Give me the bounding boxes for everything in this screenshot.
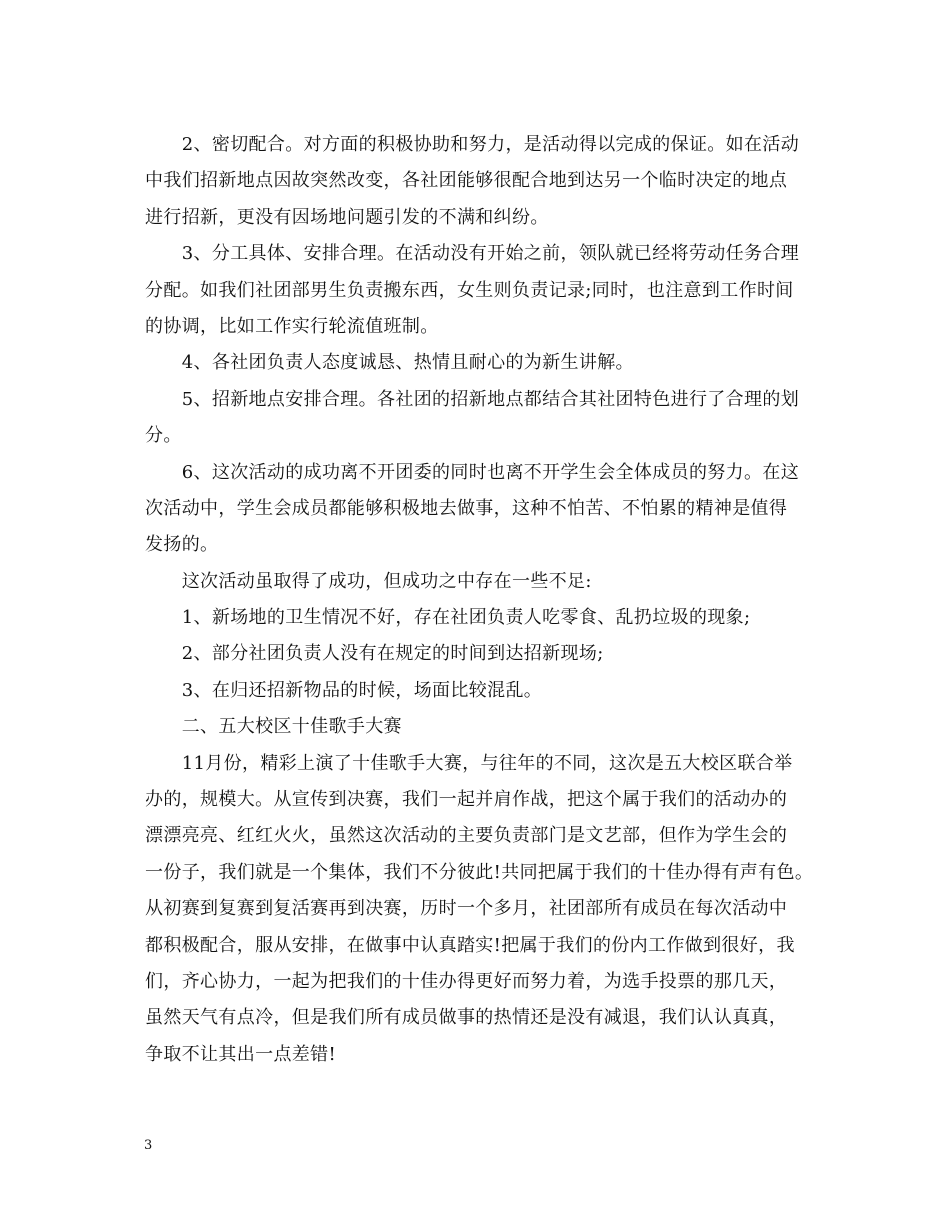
text-line: 的协调，比如工作实行轮流值班制。 — [145, 315, 439, 337]
text-line: 虽然天气有点冷，但是我们所有成员做事的热情还是没有减退，我们认认真真， — [145, 1007, 788, 1029]
text-line: 分。 — [145, 425, 182, 447]
text-line: 从初赛到复赛到复活赛再到决赛，历时一个多月，社团部所有成员在每次活动中 — [145, 898, 788, 920]
text-line: 一份子，我们就是一个集体，我们不分彼此!共同把属于我们的十佳办得有声有色。 — [145, 861, 814, 883]
text-line: 4、各社团负责人态度诚恳、热情且耐心的为新生讲解。 — [145, 352, 634, 374]
text-line: 3、在归还招新物品的时候，场面比较混乱。 — [145, 679, 543, 701]
text-line: 分配。如我们社团部男生负责搬东西，女生则负责记录;同时，也注意到工作时间 — [145, 279, 794, 301]
text-line: 2、部分社团负责人没有在规定的时间到达招新现场; — [145, 643, 604, 665]
text-line: 中我们招新地点因故突然改变，各社团能够很配合地到达另一个临时决定的地点 — [145, 170, 788, 192]
text-line: 6、这次活动的成功离不开团委的同时也离不开学生会全体成员的努力。在这 — [145, 461, 800, 483]
text-line: 发扬的。 — [145, 534, 219, 556]
text-line: 办的，规模大。从宣传到决赛，我们一起并肩作战，把这个属于我们的活动办的 — [145, 789, 788, 811]
text-line: 进行招新，更没有因场地问题引发的不满和纠纷。 — [145, 206, 549, 228]
text-line: 这次活动虽取得了成功，但成功之中存在一些不足: — [145, 570, 592, 592]
text-line: 3、分工具体、安排合理。在活动没有开始之前，领队就已经将劳动任务合理 — [145, 243, 800, 265]
page-number: 3 — [144, 1138, 153, 1153]
text-line: 次活动中，学生会成员都能够积极地去做事，这种不怕苦、不怕累的精神是值得 — [145, 497, 788, 519]
text-line: 们，齐心协力，一起为把我们的十佳办得更好而努力着，为选手投票的那几天， — [145, 970, 788, 992]
text-line: 2、密切配合。对方面的积极协助和努力，是活动得以完成的保证。如在活动 — [145, 134, 800, 155]
text-line: 争取不让其出一点差错! — [145, 1043, 337, 1065]
text-line: 都积极配合，服从安排，在做事中认真踏实!把属于我们的份内工作做到很好，我 — [145, 934, 795, 956]
text-line: 1、新场地的卫生情况不好，存在社团负责人吃零食、乱扔垃圾的现象; — [145, 607, 751, 629]
text-line: 11月份，精彩上演了十佳歌手大赛，与往年的不同，这次是五大校区联合举 — [145, 752, 793, 774]
section-heading: 二、五大校区十佳歌手大赛 — [145, 716, 402, 738]
body-text — [145, 127, 814, 1073]
text-line: 5、招新地点安排合理。各社团的招新地点都结合其社团特色进行了合理的划 — [145, 388, 800, 410]
text-line: 漂漂亮亮、红红火火，虽然这次活动的主要负责部门是文艺部，但作为学生会的 — [145, 825, 788, 847]
